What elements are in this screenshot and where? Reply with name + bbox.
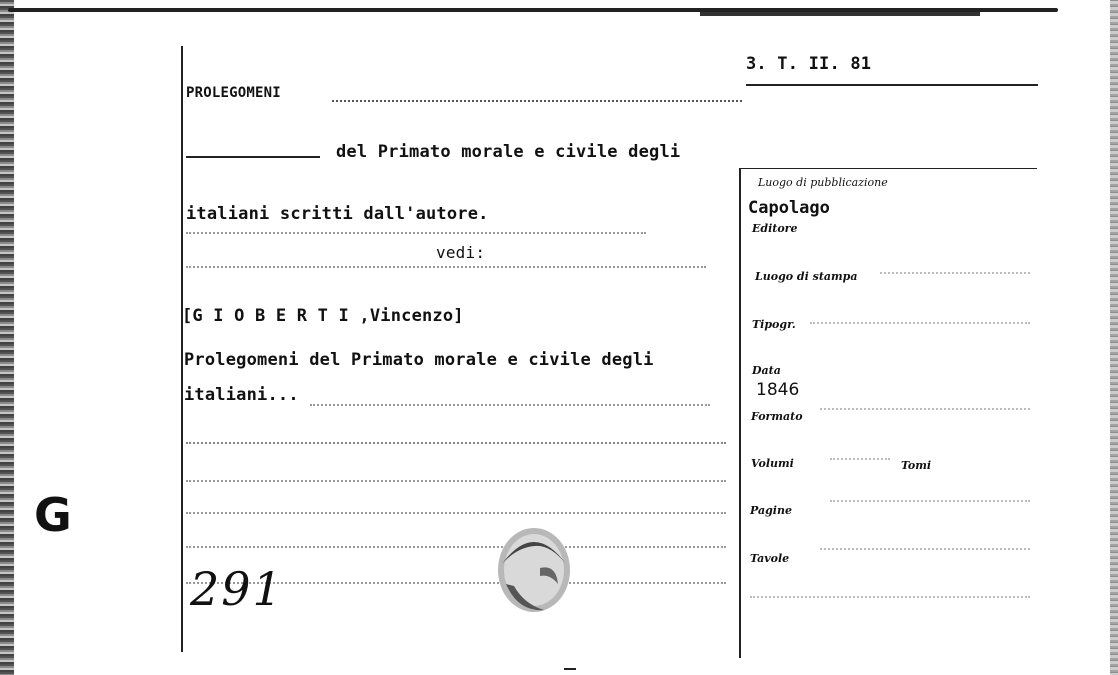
dotted-line xyxy=(830,458,890,460)
value-luogo-pubblicazione: Capolago xyxy=(748,198,830,218)
dotted-line xyxy=(186,546,726,548)
label-luogo-stampa: Luogo di stampa xyxy=(755,270,858,283)
handwritten-number: 291 xyxy=(190,562,284,616)
dotted-line xyxy=(310,404,710,406)
label-pagine: Pagine xyxy=(750,504,792,517)
dotted-line xyxy=(186,480,726,482)
title-continuation-1: del Primato morale e civile degli xyxy=(336,142,681,162)
shelfmark: 3. T. II. 81 xyxy=(746,54,872,74)
bottom-mark xyxy=(564,668,576,670)
dotted-line xyxy=(820,408,1030,410)
label-formato: Formato xyxy=(751,410,803,423)
author-heading: [G I O B E R T I ,Vincenzo] xyxy=(182,306,464,326)
dotted-line xyxy=(880,272,1030,274)
label-data: Data xyxy=(752,364,781,377)
dotted-line xyxy=(332,100,742,102)
reference-line-2: italiani... xyxy=(184,385,299,405)
dotted-line xyxy=(830,500,1030,502)
label-tomi: Tomi xyxy=(901,459,932,472)
label-tavole: Tavole xyxy=(750,552,790,565)
title-dash xyxy=(186,156,320,158)
title-heading: PROLEGOMENI xyxy=(186,85,281,101)
dotted-line xyxy=(186,442,726,444)
card-edge-left xyxy=(0,0,14,675)
dotted-line xyxy=(810,322,1030,324)
title-continuation-2: italiani scritti dall'autore. xyxy=(186,204,489,224)
label-luogo-pubblicazione: Luogo di pubblicazione xyxy=(758,176,888,189)
dotted-line xyxy=(186,512,726,514)
reference-line-1: Prolegomeni del Primato morale e civile degli xyxy=(184,350,654,370)
card-edge-right xyxy=(1110,0,1118,675)
form-box-top xyxy=(741,168,1037,169)
dotted-line xyxy=(186,232,646,234)
index-letter: G xyxy=(34,488,72,542)
label-volumi: Volumi xyxy=(751,457,794,470)
dotted-line xyxy=(186,266,706,268)
see-reference-label: vedi: xyxy=(436,243,486,262)
library-stamp xyxy=(494,524,574,616)
label-tipografia: Tipogr. xyxy=(752,318,796,331)
label-editore: Editore xyxy=(752,222,798,235)
top-border-heavy xyxy=(700,12,980,16)
shelfmark-underline xyxy=(746,84,1038,86)
dotted-line xyxy=(820,548,1030,550)
value-data: 1846 xyxy=(756,380,800,400)
left-margin-rule xyxy=(181,46,183,652)
dotted-line xyxy=(750,596,1030,598)
form-box-rule xyxy=(739,168,741,658)
